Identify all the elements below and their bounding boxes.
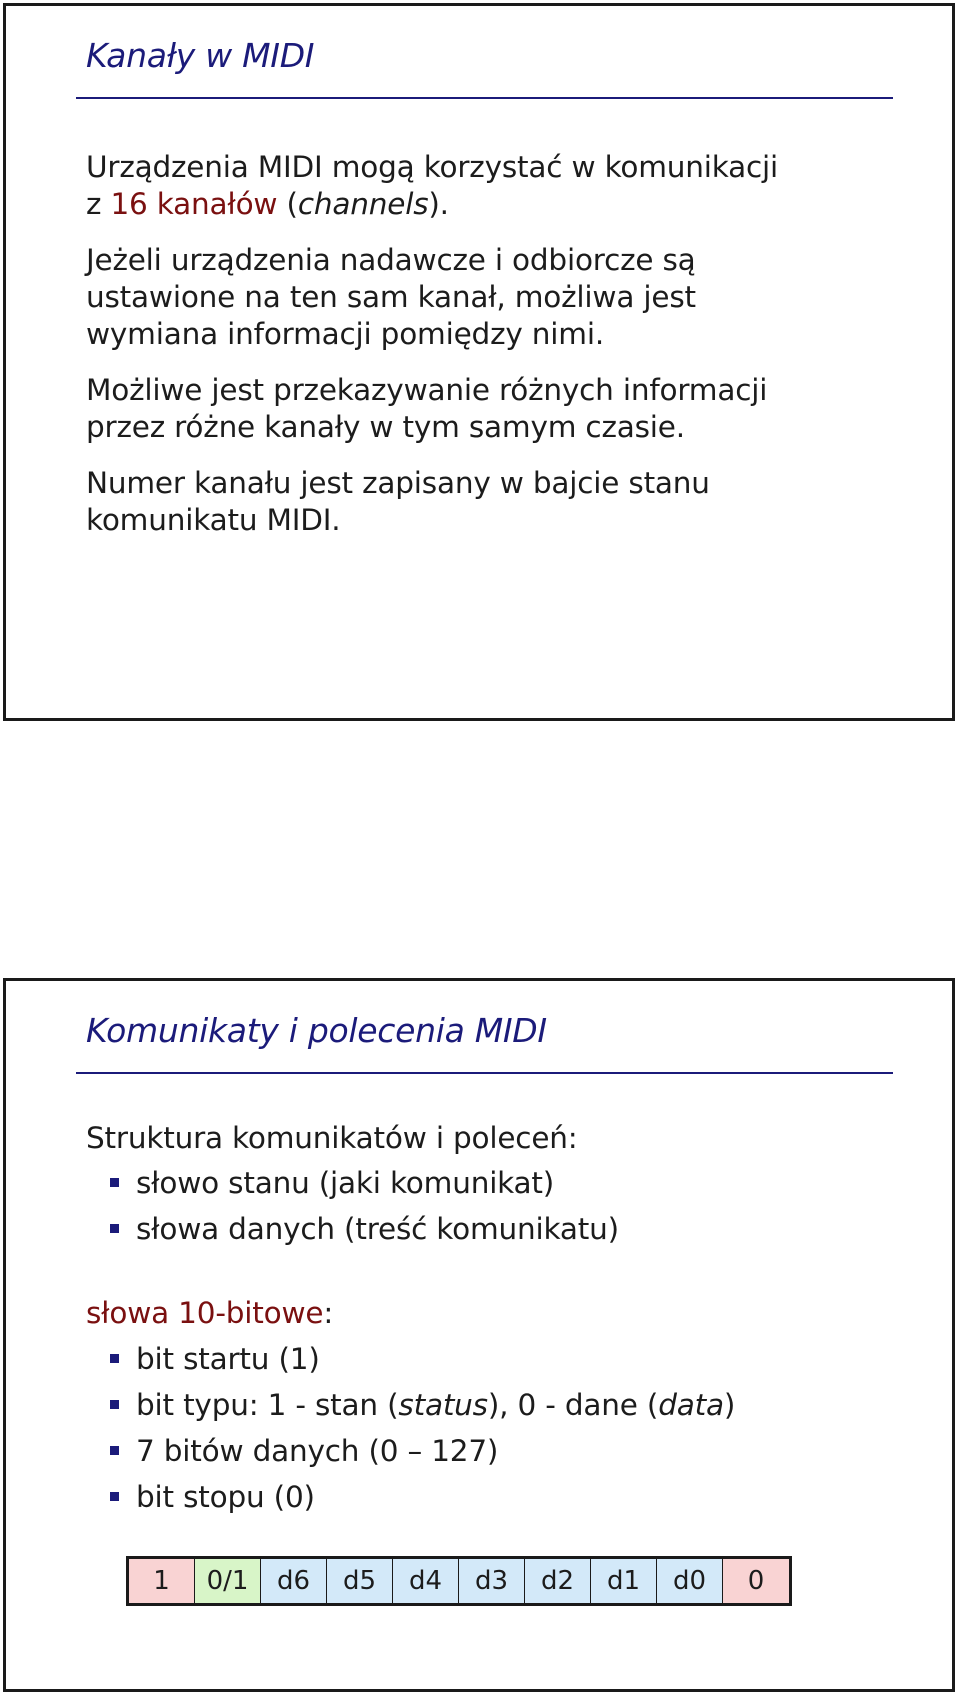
bullet-icon (110, 1354, 119, 1363)
list-item-text: słowo stanu (jaki komunikat) (136, 1166, 555, 1200)
paragraph-same-channel: Jeżeli urządzenia nadawcze i odbiorcze są ustawione na ten sam kanał, możliwa jest wymiana informacji pomiędzy nimi. (86, 243, 696, 351)
bit-cell: d5 (327, 1559, 393, 1603)
italic-term: status (398, 1388, 488, 1422)
bit-cell: 1 (129, 1559, 195, 1603)
italic-term: data (658, 1388, 724, 1422)
bullet-icon (110, 1224, 119, 1233)
text: bit typu: 1 - stan ( (136, 1388, 399, 1422)
text: ). (428, 187, 449, 221)
structure-list (86, 1160, 886, 1252)
highlight-text: słowa 10-bitowe (86, 1296, 324, 1330)
list-item (86, 1206, 886, 1252)
paragraph-channel-number: Numer kanału jest zapisany w bajcie stanu komunikatu MIDI. (86, 466, 710, 537)
bits-heading (86, 1290, 886, 1336)
list-item-text: bit startu (1) (136, 1342, 320, 1376)
italic-term: channels (297, 187, 429, 221)
title-rule (76, 97, 893, 99)
bit-cell: d3 (459, 1559, 525, 1603)
bullet-icon (110, 1178, 119, 1187)
bits-list (86, 1336, 886, 1520)
bit-cell: d0 (657, 1559, 723, 1603)
list-item-text: 7 bitów danych (0 – 127) (136, 1434, 499, 1468)
list-item-text: słowa danych (treść komunikatu) (136, 1212, 619, 1246)
slide-messages (3, 978, 955, 1692)
paragraph-channels-count (86, 149, 886, 223)
bit-cell: d1 (591, 1559, 657, 1603)
structure-intro: Struktura komunikatów i poleceń: (86, 1121, 578, 1155)
bullet-icon (110, 1446, 119, 1455)
list-item (86, 1160, 886, 1206)
paragraph-parallel: Możliwe jest przekazywanie różnych informacji przez różne kanały w tym samym czasie. (86, 373, 768, 444)
list-item (86, 1382, 886, 1428)
slide-channels (3, 3, 955, 721)
list-item (86, 1336, 886, 1382)
list-item-text: bit stopu (0) (136, 1480, 315, 1514)
bit-cell: d2 (525, 1559, 591, 1603)
highlight-text: 16 kanałów (110, 187, 278, 221)
list-item (86, 1428, 886, 1474)
text: : (323, 1296, 334, 1330)
bit-cell: d4 (393, 1559, 459, 1603)
slide-title: Kanały w MIDI (86, 36, 315, 75)
text: ( (277, 187, 298, 221)
text: ) (723, 1388, 736, 1422)
list-item (86, 1474, 886, 1520)
text: ), 0 - dane ( (487, 1388, 659, 1422)
bit-cell: d6 (261, 1559, 327, 1603)
title-rule (76, 1072, 893, 1074)
slide-title: Komunikaty i polecenia MIDI (86, 1011, 547, 1050)
text: z (86, 187, 111, 221)
text: Urządzenia MIDI mogą korzystać w komunikacji (86, 150, 779, 184)
bullet-icon (110, 1492, 119, 1501)
bit-cell: 0 (723, 1559, 789, 1603)
bit-frame-table (126, 1556, 792, 1606)
slide-body (86, 149, 886, 558)
bullet-icon (110, 1400, 119, 1409)
bit-cell: 0/1 (195, 1559, 261, 1603)
slide-body (86, 1116, 886, 1520)
